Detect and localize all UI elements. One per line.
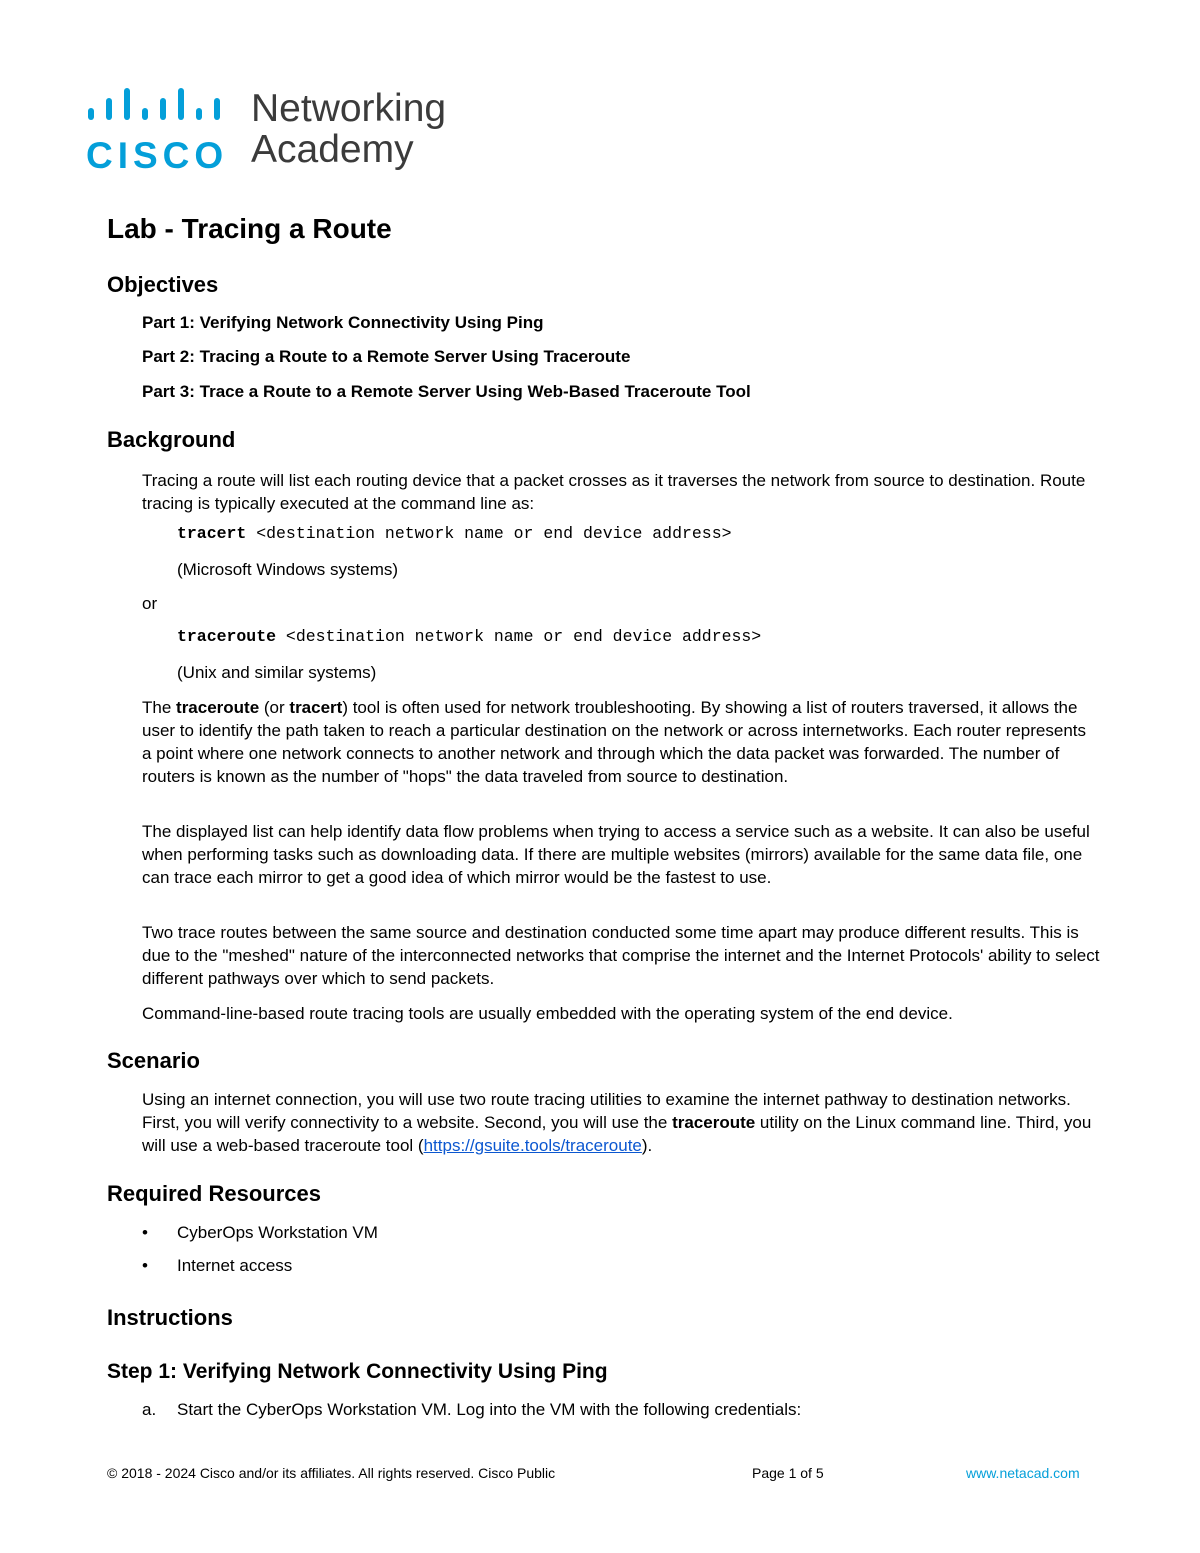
command-tracert-note: (Microsoft Windows systems)	[177, 560, 399, 579]
command-traceroute-name: traceroute	[177, 627, 277, 646]
background-heading: Background	[107, 427, 236, 452]
text-run: Using an internet connection, you will use two route tracing utilities to examine the internet pathway to destination networks. First, you will verify connectivity to a website. Second, you will use the	[142, 1090, 1071, 1132]
footer-site-link[interactable]: www.netacad.com	[966, 1465, 1080, 1481]
objective-part-1: Part 1: Verifying Network Connectivity Using Ping	[142, 313, 544, 332]
text-run: ) tool is often used for network troubleshooting. By showing a list of routers traversed, it allows the user to identify the path taken to reach a particular destination on the network or across internetworks. Each router represents a point where one network connects to another network and through which the data packet was forwarded. The number of routers is known as the number of "hops" the data traveled from source to destination.	[142, 698, 1087, 786]
logo-text	[251, 88, 446, 170]
step-1a-text: Start the CyberOps Workstation VM. Log into the VM with the following credentials:	[177, 1400, 802, 1419]
scenario-heading: Scenario	[107, 1048, 200, 1073]
text-run: The	[142, 698, 177, 717]
cisco-bridge-icon	[86, 88, 236, 130]
objective-part-3: Part 3: Trace a Route to a Remote Server Using Web-Based Traceroute Tool	[142, 382, 751, 401]
background-intro: Tracing a route will list each routing device that a packet crosses as it traverses the network from source to destination. Route tracing is typically executed at the command line as:	[142, 471, 1086, 513]
cisco-networking-academy-logo	[86, 88, 466, 178]
text-run: utility on the Linux command line. Third, you will use a web-based traceroute tool (	[142, 1113, 1092, 1155]
text-run: (or	[259, 698, 290, 717]
text-run: ).	[641, 1136, 653, 1155]
bullet-icon: •	[142, 1256, 148, 1275]
step-1-heading: Step 1: Verifying Network Connectivity Using Ping	[107, 1360, 608, 1383]
page-title: Lab - Tracing a Route	[107, 213, 392, 244]
footer-copyright: © 2018 - 2024 Cisco and/or its affiliates. All rights reserved. Cisco Public	[107, 1465, 556, 1481]
logo-line-academy: Academy	[251, 128, 414, 171]
background-paragraph-3: The displayed list can help identify data flow problems when trying to access a service such as a website. It can also be useful when performing tasks such as downloading data. If there are multiple websites (mirrors) available for the same data file, one can trace each mirror to get a good idea of which mirror would be the fastest to use.	[142, 822, 1090, 887]
text-run-bold: traceroute	[672, 1113, 756, 1132]
resource-item-label: CyberOps Workstation VM	[177, 1223, 378, 1242]
scenario-paragraph	[142, 1088, 1100, 1157]
objective-part-2: Part 2: Tracing a Route to a Remote Server Using Traceroute	[142, 347, 631, 366]
footer-page-number: Page 1 of 5	[752, 1465, 824, 1481]
logo-line-networking: Networking	[251, 87, 447, 130]
background-paragraph-2	[142, 696, 1100, 788]
command-traceroute	[177, 626, 761, 648]
cisco-wordmark: CISCO	[86, 135, 229, 176]
bullet-icon: •	[142, 1223, 148, 1242]
background-paragraph-4: Two trace routes between the same source and destination conducted some time apart may produce different results. This is due to the "meshed" nature of the interconnected networks that comprise the internet and the Internet Protocols' ability to select different pathways over which to send packets.	[142, 923, 1100, 988]
command-tracert	[177, 523, 732, 545]
command-tracert-name: tracert	[177, 524, 247, 543]
resource-item-label: Internet access	[177, 1256, 293, 1275]
text-run-bold: traceroute	[176, 698, 260, 717]
objectives-heading: Objectives	[107, 272, 219, 297]
command-traceroute-note: (Unix and similar systems)	[177, 663, 377, 682]
resources-heading: Required Resources	[107, 1181, 321, 1206]
command-tracert-args: <destination network name or end device address>	[246, 524, 732, 543]
traceroute-tool-link[interactable]: https://gsuite.tools/traceroute	[423, 1136, 642, 1155]
command-traceroute-args: <destination network name or end device address>	[276, 627, 762, 646]
instructions-heading: Instructions	[107, 1305, 233, 1330]
or-text: or	[142, 594, 158, 613]
text-run-bold: tracert	[289, 698, 343, 717]
list-marker: a.	[142, 1400, 157, 1419]
background-paragraph-5: Command-line-based route tracing tools are usually embedded with the operating system of the end device.	[142, 1004, 953, 1023]
